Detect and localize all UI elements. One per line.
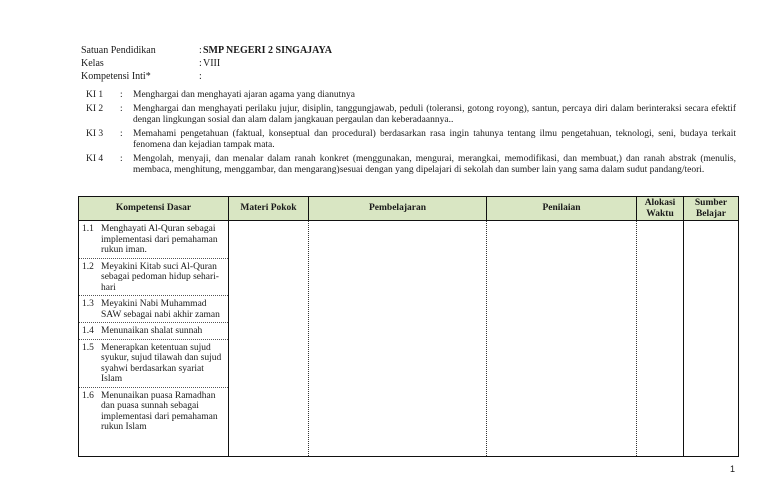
ki-item — [86, 104, 736, 127]
info-row-kompetensi-inti — [81, 70, 332, 83]
ki-text: Menghargai dan menghayati perilaku jujur, disiplin, tanggungjawab, peduli (toleransi, gotong royong), santun, percaya diri dalam berinteraksi secara efektif dengan lingkungan sosial dan alam dalam jangkauan pergaulan dan keberadaannya.. — [133, 103, 736, 125]
info-colon: : — [199, 71, 202, 82]
header-materi-pokok: Materi Pokok — [229, 197, 309, 221]
header-alokasi-line2: Waktu — [646, 208, 674, 219]
kompetensi-inti-list — [86, 90, 736, 179]
info-colon: : — [199, 58, 202, 69]
kd-list — [79, 221, 228, 435]
info-colon: : — [199, 45, 202, 56]
header-alokasi-line1: Alokasi — [644, 197, 676, 208]
kd-text: Menunaikan shalat sunnah — [101, 326, 203, 336]
header-sumber-line1: Sumber — [694, 197, 728, 208]
ki-colon: : — [120, 128, 123, 139]
table-header-row — [79, 197, 739, 221]
cell-penilaian — [487, 221, 637, 457]
header-pembelajaran: Pembelajaran — [309, 197, 487, 221]
info-row-satuan — [81, 44, 332, 57]
kd-number: 1.6 — [82, 390, 94, 401]
kd-number: 1.1 — [82, 224, 94, 234]
info-label: Satuan Pendidikan — [81, 45, 156, 56]
info-label: Kompetensi Inti* — [81, 71, 151, 82]
cell-materi-pokok — [229, 221, 309, 457]
header-penilaian: Penilaian — [487, 197, 637, 221]
cell-sumber-belajar — [684, 221, 739, 457]
kd-item — [79, 323, 228, 340]
ki-item — [86, 90, 736, 102]
ki-item — [86, 154, 736, 177]
header-kompetensi-dasar: Kompetensi Dasar — [79, 197, 229, 221]
kd-number: 1.3 — [82, 299, 94, 309]
ki-code: KI 2 — [86, 103, 104, 114]
info-row-kelas — [81, 57, 332, 70]
ki-colon: : — [120, 90, 123, 100]
syllabus-table — [78, 196, 739, 457]
header-alokasi-waktu — [637, 197, 684, 221]
ki-text: Memahami pengetahuan (faktual, konseptual dan procedural) berdasarkan rasa ingin tahunya tentang ilmu pengetahuan, teknologi, seni, budaya terkait fenomena dan kejadian tampak mata. — [133, 128, 736, 150]
kd-text: Menerapkan ketentuan sujud syukur, sujud tilawah dan sujud syahwi berdasarkan syariat Islam — [101, 342, 222, 384]
kd-text: Menghayati Al-Quran sebagai implementasi dari pemahaman rukun iman. — [101, 224, 218, 255]
kd-text: Meyakini Nabi Muhammad SAW sebagai nabi akhir zaman — [101, 299, 220, 320]
ki-text: Mengolah, menyaji, dan menalar dalam ranah konkret (menggunakan, mengurai, merangkai, memodifikasi, dan membuat,) dan ranah abstrak (menulis, membaca, menghitung, menggambar, dan mengarang)sesuai dengan yang dipelajari di sekolah dan sumber lain yang sama dalam sudut pandang/teori. — [133, 153, 736, 175]
kd-item — [79, 388, 228, 435]
info-value-class: VIII — [203, 58, 221, 69]
document-info — [81, 44, 332, 83]
kd-text: Meyakini Kitab suci Al-Quran sebagai pedoman hidup sehari-hari — [101, 261, 219, 293]
info-label: Kelas — [81, 58, 104, 69]
page-number: 1 — [730, 464, 736, 474]
ki-code: KI 1 — [86, 90, 104, 100]
kd-text: Menunaikan puasa Ramadhan dan puasa sunnah sebagai implementasi dari pemahaman rukun Islam — [101, 390, 218, 432]
info-value-school: SMP NEGERI 2 SINGAJAYA — [203, 45, 333, 56]
kd-item — [79, 296, 228, 323]
kd-number: 1.5 — [82, 342, 94, 353]
ki-code: KI 3 — [86, 128, 104, 139]
ki-code: KI 4 — [86, 153, 104, 164]
ki-colon: : — [120, 153, 123, 164]
cell-kompetensi-dasar — [79, 221, 229, 457]
kd-number: 1.4 — [82, 326, 94, 336]
ki-colon: : — [120, 103, 123, 114]
cell-pembelajaran — [309, 221, 487, 457]
kd-item — [79, 221, 228, 259]
header-sumber-line2: Belajar — [695, 208, 727, 219]
header-sumber-belajar — [684, 197, 739, 221]
cell-alokasi-waktu — [637, 221, 684, 457]
kd-number: 1.2 — [82, 261, 94, 272]
ki-text: Menghargai dan menghayati ajaran agama yang dianutnya — [133, 90, 355, 100]
kd-item — [79, 340, 228, 388]
kd-item — [79, 259, 228, 297]
ki-item — [86, 129, 736, 152]
table-row — [79, 221, 739, 457]
